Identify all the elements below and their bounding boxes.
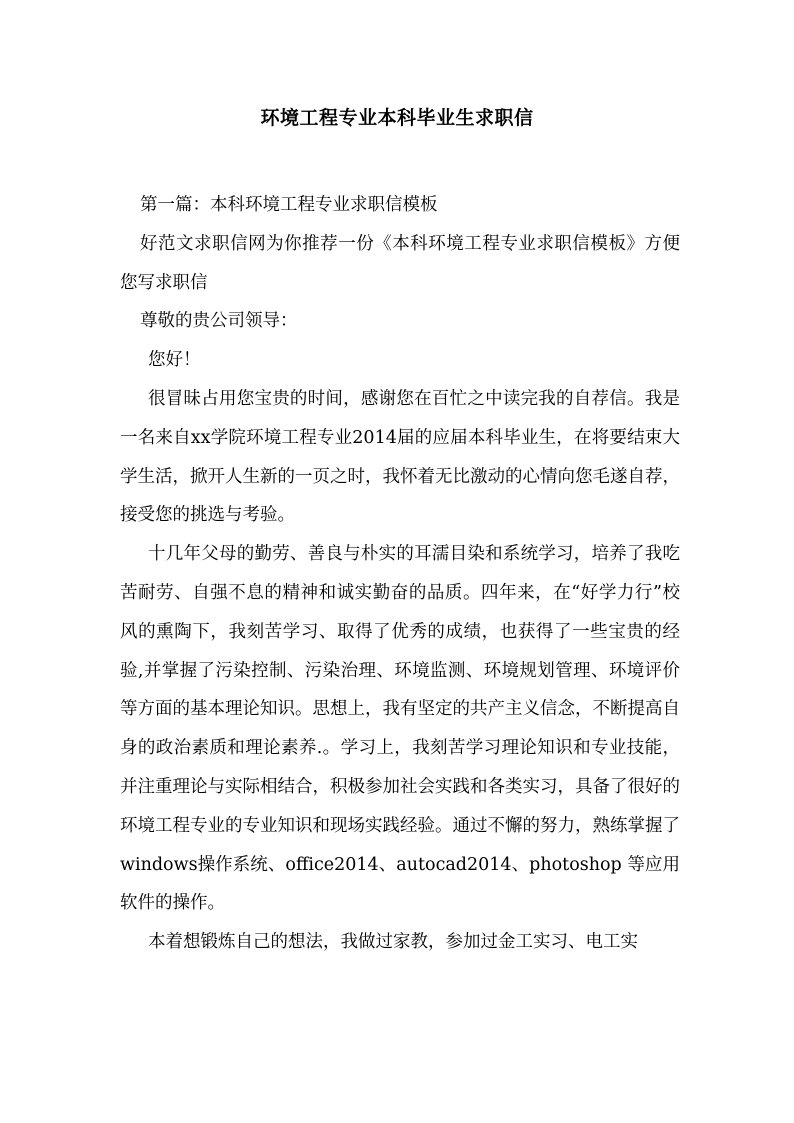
section-heading: 第一篇：本科环境工程专业求职信模板 [140, 195, 438, 215]
salutation: 尊敬的贵公司领导： [140, 311, 298, 332]
document-body [120, 186, 680, 962]
body-paragraph: 很冒昧占用您宝贵的时间，感谢您在百忙之中读完我的自荐信。我是一名来自xx学院环境工程专业2014届的应届本科毕业生，在将要结束大学生活，掀开人生新的一页之时，我怀着无比激动的心情向您毛遂自荐，接受您的挑选与考验。 [120, 388, 680, 526]
body-paragraph: 十几年父母的勤劳、善良与朴实的耳濡目染和系统学习，培养了我吃苦耐劳、自强不息的精神和诚实勤奋的品质。四年来，在“好学力行”校风的熏陶下，我刻苦学习、取得了优秀的成绩，也获得了一些宝贵的经验,并掌握了污染控制、污染治理、环境监测、环境规划管理、环境评价等方面的基本理论知识。思想上，我有坚定的共产主义信念，不断提高自身的政治素质和理论素养.。学习上，我刻苦学习理论知识和专业技能，并注重理论与实际相结合，积极参加社会实践和各类实习，具备了很好的环境工程专业的专业知识和现场实践经验。通过不懈的努力，熟练掌握了windows操作系统、office2014、autocad2014、photoshop 等应用软件的操作。 [120, 544, 680, 914]
intro-paragraph: 好范文求职信网为你推荐一份《本科环境工程专业求职信模板》方便您写求职信 [120, 233, 680, 293]
document-title: 环境工程专业本科毕业生求职信 [260, 107, 534, 129]
greeting: 您好！ [148, 350, 201, 371]
body-paragraph: 本着想锻炼自己的想法，我做过家教，参加过金工实习、电工实 [148, 932, 638, 953]
